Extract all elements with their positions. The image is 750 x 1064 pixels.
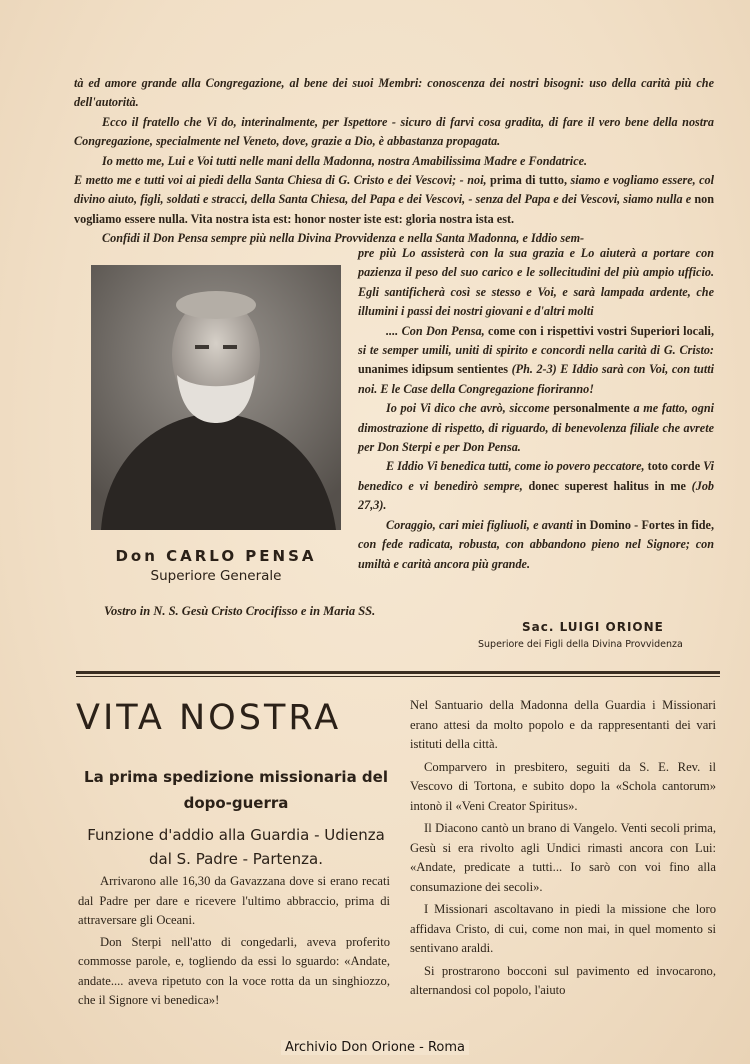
article-left-column — [78, 872, 390, 1013]
article-headline: La prima spedizione missionaria del dopo-guerra — [84, 768, 388, 812]
article-paragraph: Si prostrarono bocconi sul pavimento ed invocarono, alternandosi col popolo, l'aiuto — [410, 963, 716, 997]
article-paragraph: Comparvero in presbitero, seguiti da S. E. Rev. il Vescovo di Tortona, e subito dopo la «Schola cantorum» intonò il «Veni Creator Spiritus». — [410, 759, 716, 813]
letter-paragraph: E metto me e tutti voi ai piedi della Santa Chiesa di G. Cristo e dei Vescovi; - noi, prima di tutto, siamo e vogliamo essere, col divino aiuto, figli, soldati e stracci, della Santa Chiesa, del Papa e dei Vescovi, - senza del Papa e dei Vescovi, siamo nulla e non vogliamo essere nulla. Vita nostra ista est: honor noster iste est: gloria nostra ista est. — [74, 173, 715, 226]
article-subheadline: Funzione d'addio alla Guardia - Udienza dal S. Padre - Partenza. — [87, 826, 385, 868]
letter-paragraph: Io metto me, Lui e Voi tutti nelle mani della Madonna, nostra Amabilissima Madre e Fondatrice. — [102, 153, 588, 168]
article-paragraph: Don Sterpi nell'atto di congedarli, aveva proferito commosse parole, e, togliendo da essi lo sguardo: «Andate, andate.... aveva ripetuto con la voce rotta da un singhiozzo, che il Signore vi benedica»! — [78, 934, 390, 1007]
letter-paragraph: E Iddio Vi benedica tutti, come io povero peccatore, toto corde Vi benedico e vi benedirò sempre, donec superest halitus in me (Job 27,3). — [358, 459, 715, 513]
section-divider-thin — [76, 676, 720, 677]
letter-top-text — [74, 74, 714, 249]
portrait-photo — [91, 265, 341, 530]
letter-paragraph: Ecco il fratello che Vi do, interinalmente, per Ispettore - sicuro di farvi cosa gradita, di fare il vero bene della nostra Congregazione, specialmente nel Veneto, dove, grazie a Dio, è abbastanza propagata. — [74, 114, 714, 149]
letter-paragraph: .... Con Don Pensa, come con i rispettivi vostri Superiori locali, si te semper umili, uniti di spirito e concordi nella carità di G. Cristo: unanimes idipsum sentientes (Ph. 2-3) E Iddio sarà con Voi, con tutti noi. E le Case della Congregazione fioriranno! — [358, 323, 714, 396]
archive-footer — [0, 1040, 750, 1055]
section-divider — [76, 671, 720, 674]
article-paragraph: I Missionari ascoltavano in piedi la missione che loro affidava Cristo, di cui, come non mai, in quel momento si sentivano araldi. — [410, 902, 716, 955]
archive-footer-text: Archivio Don Orione - Roma — [281, 1040, 469, 1055]
letter-paragraph: pre più Lo assisterà con la sua grazia e Lo aiuterà a portare con pazienza il peso del suo carico e le sollecitudini del più ampio ufficio. Egli santificherà così se stesso e Voi, e sarà lampada ardente, che illumini i passi dei nostri giovani e d'altri molti — [358, 246, 714, 319]
letter-paragraph: Coraggio, cari miei figliuoli, e avanti in Domino - Fortes in fide, con fede radicata, robusta, con abbandono pieno nel Signore; con umiltà e carità ancora più grande. — [358, 517, 715, 571]
letter-paragraph: tà ed amore grande alla Congregazione, al bene dei suoi Membri: conoscenza dei nostri bisogni: uso della carità più che dell'autorità. — [74, 76, 714, 110]
photo-caption-name: Don CARLO PENSA — [115, 547, 317, 565]
portrait-image — [91, 265, 341, 530]
article-right-column — [410, 696, 716, 1004]
letter-paragraph: Io poi Vi dico che avrò, siccome personalmente a me fatto, ogni dimostrazione di rispetto, di riguardo, di benevolenza filiale che avrete per Don Sterpi e per Don Pensa. — [358, 401, 715, 455]
article-paragraph: Arrivarono alle 16,30 da Gavazzana dove si erano recati dal Padre per dare e ricevere l'ultimo abbraccio, prima di attraversare gli Oceani. — [78, 874, 390, 927]
article-paragraph: Nel Santuario della Madonna della Guardia i Missionari erano attesi da molto popolo e da rappresentanti dei vari istituti della città. — [410, 698, 716, 751]
letter-closing: Vostro in N. S. Gesù Cristo Crocifisso e in Maria SS. — [104, 604, 376, 618]
signature-role: Superiore dei Figli della Divina Provvidenza — [478, 639, 683, 650]
photo-caption-role: Superiore Generale — [150, 568, 282, 584]
letter-right-column — [358, 244, 714, 574]
section-title: VITA NOSTRA — [76, 698, 342, 738]
signature-name: Sac. LUIGI ORIONE — [522, 620, 664, 634]
article-paragraph: Il Diacono cantò un brano di Vangelo. Venti secoli prima, Gesù si era rivolto agli Undici rimasti ancora con Lui: «Andate, predicate a tutti... Io sarò con voi fino alla consumazione dei secoli». — [410, 821, 716, 894]
letter-paragraph: Confidi il Don Pensa sempre più nella Divina Provvidenza e nella Santa Madonna, e Iddio sem- — [102, 231, 585, 246]
